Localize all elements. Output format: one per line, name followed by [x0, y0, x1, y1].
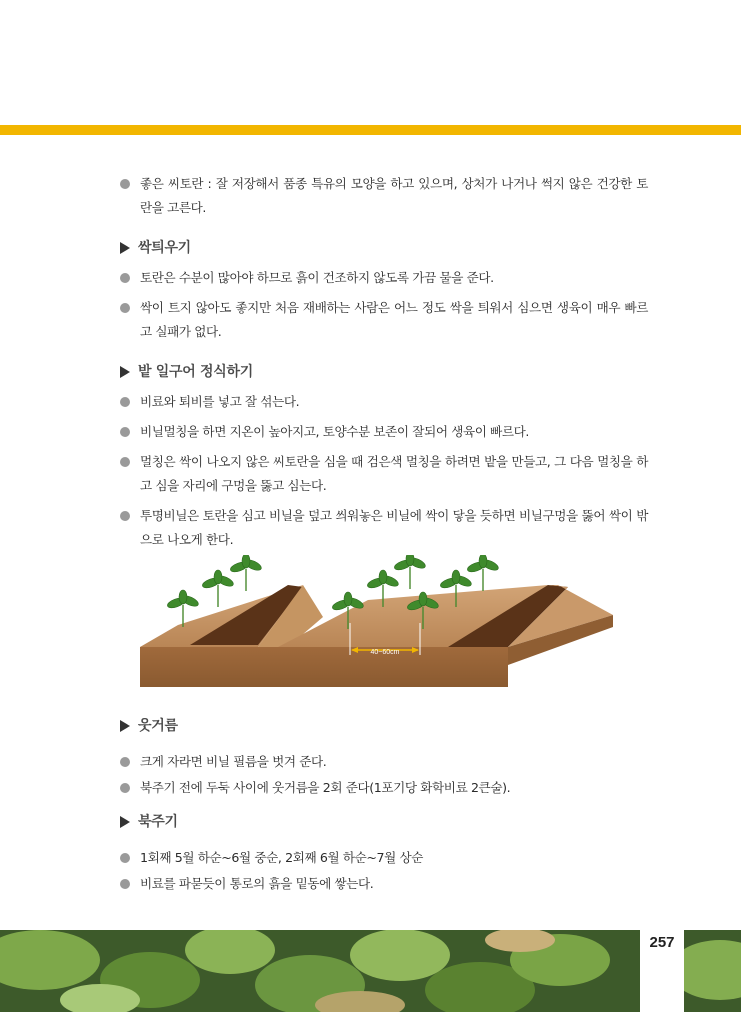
list-item — [118, 846, 648, 870]
ground-front — [140, 647, 508, 687]
bullet-dot-icon — [120, 427, 130, 437]
list-item — [118, 390, 648, 414]
bullet-text: 비닐멀칭을 하면 지온이 높아지고, 토양수분 보존이 잘되어 생육이 빠르다. — [140, 424, 529, 439]
triangle-arrow-icon — [120, 816, 130, 828]
bullet-text: 북주기 전에 두둑 사이에 웃거름을 2회 준다(1포기당 화학비료 2큰술). — [140, 780, 511, 795]
bullet-text: 멀칭은 싹이 나오지 않은 씨토란을 심을 때 검은색 멀칭을 하려면 밭을 만들고, 그 다음 멀칭을 하고 심을 자리에 구멍을 뚫고 심는다. — [140, 454, 648, 493]
bullet-text: 싹이 트지 않아도 좋지만 처음 재배하는 사람은 어느 정도 싹을 틔워서 심으면 생육이 매우 빠르고 실패가 없다. — [140, 300, 648, 339]
planting-ridge-illustration — [138, 555, 618, 690]
bullet-dot-icon — [120, 457, 130, 467]
seedling — [466, 555, 500, 591]
bullet-text: 비료를 파묻듯이 통로의 흙을 밑동에 쌓는다. — [140, 876, 374, 891]
section-heading: 밭 일구어 정식하기 — [118, 362, 648, 382]
list-item — [118, 776, 648, 800]
section-heading: 웃거름 — [118, 716, 648, 736]
bullet-dot-icon — [120, 511, 130, 521]
bullet-dot-icon — [120, 853, 130, 863]
bullet-dot-icon — [120, 179, 130, 189]
seedling — [201, 570, 235, 607]
bullet-dot-icon — [120, 303, 130, 313]
list-item — [118, 172, 648, 220]
bullet-text: 비료와 퇴비를 넣고 잘 섞는다. — [140, 394, 300, 409]
spacing-label: 40~60cm — [370, 649, 400, 656]
bullet-dot-icon — [120, 273, 130, 283]
bullet-text: 투명비닐은 토란을 심고 비닐을 덮고 씌워놓은 비닐에 싹이 닿을 듯하면 비닐구멍을 뚫어 싹이 밖으로 나오게 한다. — [140, 508, 648, 547]
list-item — [118, 872, 648, 896]
taro-leaves-photo — [0, 930, 741, 1012]
section-hilling — [118, 812, 648, 896]
list-item — [118, 296, 648, 344]
page-number: 257 — [640, 930, 684, 1012]
list-item — [118, 420, 648, 444]
triangle-arrow-icon — [120, 366, 130, 378]
bullet-text: 크게 자라면 비닐 필름을 벗겨 준다. — [140, 754, 327, 769]
list-item — [118, 750, 648, 774]
bullet-text: 토란은 수분이 많아야 하므로 흙이 건조하지 않도록 가끔 물을 준다. — [140, 270, 494, 285]
bullet-dot-icon — [120, 757, 130, 767]
section-heading: 싹틔우기 — [118, 238, 648, 258]
section-fertilize — [118, 716, 648, 800]
bullet-dot-icon — [120, 397, 130, 407]
list-item — [118, 266, 648, 290]
header-accent-bar — [0, 125, 741, 135]
section-heading: 북주기 — [118, 812, 648, 832]
seedling — [229, 555, 263, 591]
bullet-dot-icon — [120, 783, 130, 793]
bullet-dot-icon — [120, 879, 130, 889]
bullet-text: 좋은 씨토란 : 잘 저장해서 품종 특유의 모양을 하고 있으며, 상처가 나거나 썩지 않은 건강한 토란을 고른다. — [140, 176, 648, 215]
triangle-arrow-icon — [120, 242, 130, 254]
list-item — [118, 450, 648, 498]
bullet-text: 1회째 5월 하순~6월 중순, 2회째 6월 하순~7월 상순 — [140, 850, 424, 865]
main-content — [118, 172, 648, 552]
list-item — [118, 504, 648, 552]
triangle-arrow-icon — [120, 720, 130, 732]
